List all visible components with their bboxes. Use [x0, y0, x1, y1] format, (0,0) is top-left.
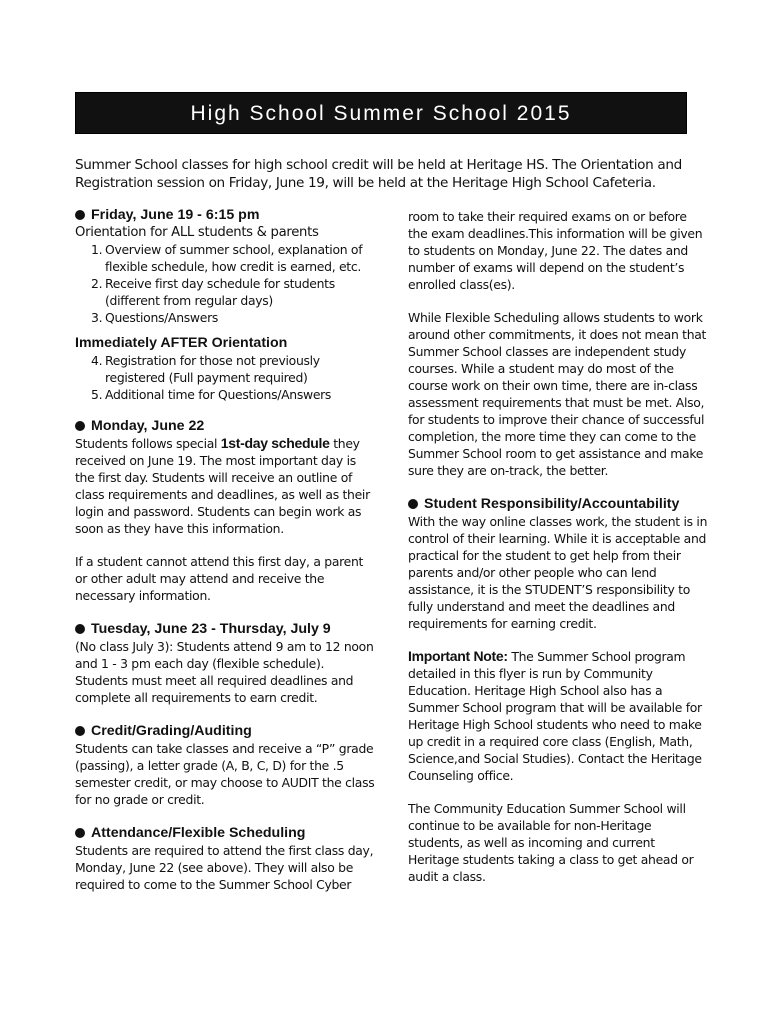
right-column: [408, 208, 708, 885]
bullet-icon: [75, 210, 85, 220]
friday-subheading: Orientation for ALL students & parents: [75, 225, 319, 240]
list-item: 4. Registration for those not previously registered (Full payment required): [91, 353, 320, 385]
list-item: 3. Questions/Answers: [91, 310, 219, 325]
responsibility-paragraph: With the way online classes work, the student is in control of their learning. While it is acceptable and practical for the student to get help from their parents and/or other people who can lend assistance, it is the STUDENT’S responsibility to fully understand and meet the deadlines and requirements for earning credit.: [408, 514, 708, 631]
list-item: 1. Overview of summer school, explanation of flexible schedule, how credit is earned, etc.: [91, 242, 363, 274]
section-tuesday-heading: Tuesday, June 23 - Thursday, July 9: [75, 620, 375, 638]
important-note-paragraph: Important Note: The Summer School program detailed in this flyer is run by Community Education. Heritage High School also has a Summer School program that will be available for Heritage High School students who need to make up credit in a required core class (English, Math, Science,and Social Studies). Contact the Heritage Counseling office.: [408, 648, 702, 783]
friday-list: [75, 241, 375, 326]
bullet-icon: [75, 726, 85, 736]
title-banner: [75, 92, 687, 134]
tuesday-paragraph: (No class July 3): Students attend 9 am to 12 noon and 1 - 3 pm each day (flexible schedule). Students must meet all required deadlines and complete all requirements to earn credit.: [75, 639, 374, 705]
attendance-paragraph: Students are required to attend the first class day, Monday, June 22 (see above). They will also be required to come to the Summer School Cyber: [75, 843, 374, 892]
section-attendance-heading: Attendance/Flexible Scheduling: [75, 824, 375, 842]
section-monday-heading: Monday, June 22: [75, 417, 375, 435]
intro-paragraph: Summer School classes for high school credit will be held at Heritage HS. The Orientation and Registration session on Friday, June 19, will be held at the Heritage High School Cafeteria.: [75, 157, 682, 191]
section-responsibility-heading: Student Responsibility/Accountability: [408, 495, 708, 513]
bullet-icon: [408, 499, 418, 509]
bullet-icon: [75, 421, 85, 431]
community-paragraph: The Community Education Summer School will continue to be available for non-Heritage students, as well as incoming and current Heritage students taking a class to get ahead or audit a class.: [408, 801, 694, 884]
after-list: [75, 352, 375, 403]
credit-paragraph: Students can take classes and receive a “P” grade (passing), a letter grade (A, B, C, D) for the .5 semester credit, or may choose to AUDIT the class for no grade or credit.: [75, 741, 375, 807]
monday-paragraph: Students follows special 1st-day schedule they received on June 19. The most important day is the first day. Students will receive an outline of class requirements and deadlines, as well as their login and password. Students can begin work as soon as they have this information.: [75, 435, 370, 536]
attendance-continued-paragraph: room to take their required exams on or before the exam deadlines.This information will be given to students on Monday, June 22. The dates and number of exams will depend on the student’s enrolled class(es).: [408, 209, 703, 292]
bullet-icon: [75, 828, 85, 838]
left-column: [75, 206, 375, 893]
list-item: 2. Receive first day schedule for students (different from regular days): [91, 276, 335, 308]
list-item: 5. Additional time for Questions/Answers: [91, 387, 332, 402]
page-title: High School Summer School 2015: [190, 102, 572, 125]
bullet-icon: [75, 624, 85, 634]
monday-paragraph-2: If a student cannot attend this first day, a parent or other adult may attend and receive the necessary information.: [75, 554, 364, 603]
section-credit-heading: Credit/Grading/Auditing: [75, 722, 375, 740]
important-note-label: Important Note:: [408, 648, 508, 664]
flexible-paragraph: While Flexible Scheduling allows students to work around other commitments, it does not mean that Summer School classes are independent study courses. While a student may do most of the course work on their own time, there are in-class assessment requirements that must be met. Also, for students to improve their chance of successful completion, the more time they can come to the Summer School room to get assistance and make sure they are on-track, the better.: [408, 310, 707, 478]
section-friday-heading: Friday, June 19 - 6:15 pm: [75, 206, 375, 224]
section-after-heading: Immediately AFTER Orientation: [75, 335, 288, 351]
